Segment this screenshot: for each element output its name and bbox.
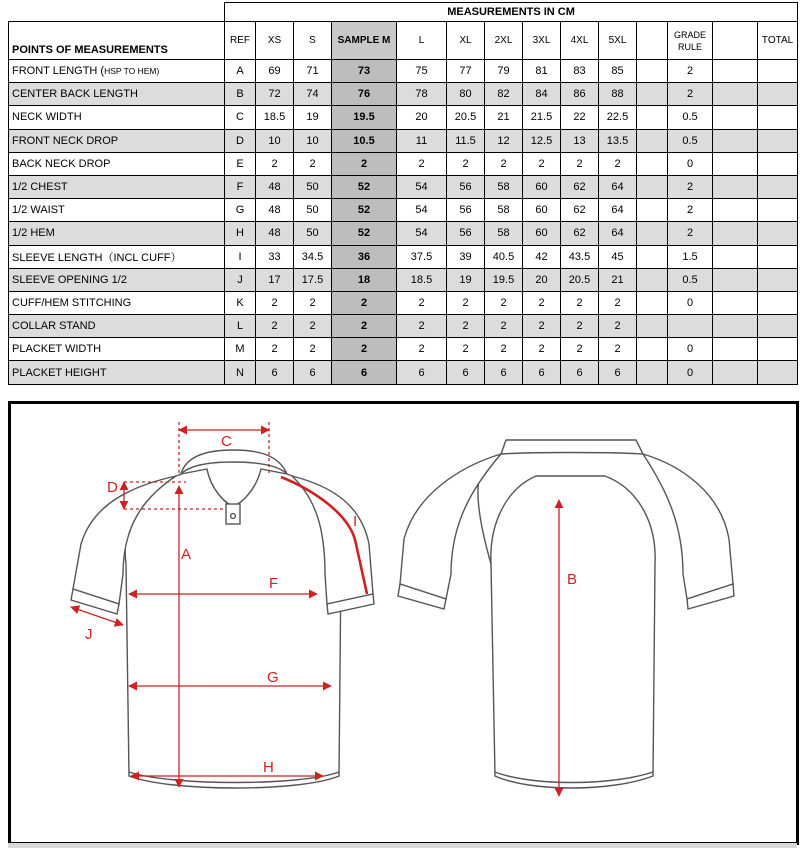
measurement-cell: 2 (447, 315, 485, 338)
measurement-cell: 2 (397, 291, 447, 314)
measurement-cell: 82 (485, 83, 523, 106)
measurement-cell: 22.5 (599, 106, 637, 129)
measurement-cell: 33 (256, 245, 294, 268)
points-title: POINTS OF MEASUREMENTS (9, 22, 225, 60)
grade-cell: 2 (668, 199, 713, 222)
measurement-cell: 54 (397, 222, 447, 245)
size-header: XL (447, 22, 485, 60)
measurement-cell: 62 (561, 199, 599, 222)
measurement-cell: 21 (485, 106, 523, 129)
measurement-cell: 21 (599, 268, 637, 291)
table-row (9, 106, 798, 129)
total-cell (758, 152, 798, 175)
table-row (9, 315, 798, 338)
ref-cell: K (225, 291, 256, 314)
table-row (9, 245, 798, 268)
ref-cell: J (225, 268, 256, 291)
ref-cell: N (225, 361, 256, 384)
measurement-cell: 12 (485, 129, 523, 152)
measurement-cell: 58 (485, 199, 523, 222)
ref-header: REF (225, 22, 256, 60)
measurement-cell: 18.5 (256, 106, 294, 129)
measurement-cell: 2 (447, 291, 485, 314)
measurement-cell: 56 (447, 222, 485, 245)
total-cell (758, 291, 798, 314)
measurement-cell: 6 (332, 361, 397, 384)
measurement-cell: 84 (523, 83, 561, 106)
ref-cell: B (225, 83, 256, 106)
table-row (9, 291, 798, 314)
pom-label: CUFF/HEM STITCHING (9, 291, 225, 314)
measurement-cell: 2 (332, 152, 397, 175)
label-b: B (567, 571, 578, 588)
grade-cell: 0 (668, 338, 713, 361)
measurement-cell: 2 (294, 315, 332, 338)
measurement-cell: 76 (332, 83, 397, 106)
measurement-cell: 2 (485, 152, 523, 175)
ref-cell: C (225, 106, 256, 129)
measurement-cell: 6 (561, 361, 599, 384)
measurement-cell: 2 (256, 291, 294, 314)
measurement-cell: 20 (523, 268, 561, 291)
measurement-cell: 2 (294, 338, 332, 361)
label-g: G (267, 669, 279, 686)
measurement-cell: 2 (447, 152, 485, 175)
table-row (9, 338, 798, 361)
measurement-cell: 50 (294, 175, 332, 198)
measurement-table (8, 2, 798, 385)
measurement-cell: 83 (561, 60, 599, 83)
measurement-cell: 71 (294, 60, 332, 83)
total-cell (758, 129, 798, 152)
pom-label: PLACKET WIDTH (9, 338, 225, 361)
grade-cell: 2 (668, 60, 713, 83)
measurement-cell: 18 (332, 268, 397, 291)
grade-cell: 0.5 (668, 268, 713, 291)
measurement-cell: 40.5 (485, 245, 523, 268)
measurement-cell: 20.5 (561, 268, 599, 291)
pom-label: FRONT LENGTH (HSP TO HEM) (9, 60, 225, 83)
table-row (9, 268, 798, 291)
measurement-cell: 81 (523, 60, 561, 83)
measurement-cell: 2 (599, 338, 637, 361)
measurement-cell: 62 (561, 222, 599, 245)
total-cell (758, 175, 798, 198)
ref-cell: F (225, 175, 256, 198)
measurement-cell: 2 (256, 338, 294, 361)
label-h: H (263, 759, 274, 776)
measurement-cell: 2 (485, 315, 523, 338)
measurement-cell: 18.5 (397, 268, 447, 291)
measurement-cell: 43.5 (561, 245, 599, 268)
grade-cell: 2 (668, 222, 713, 245)
measurement-cell: 2 (332, 315, 397, 338)
measurement-cell: 79 (485, 60, 523, 83)
total-cell (758, 106, 798, 129)
pom-label: COLLAR STAND (9, 315, 225, 338)
measurement-cell: 2 (332, 291, 397, 314)
grade-rule-header: GRADE RULE (668, 22, 713, 60)
pom-label: PLACKET HEIGHT (9, 361, 225, 384)
measurement-cell: 36 (332, 245, 397, 268)
measurement-cell: 52 (332, 222, 397, 245)
ref-cell: D (225, 129, 256, 152)
measurement-cell: 62 (561, 175, 599, 198)
measurement-cell: 13 (561, 129, 599, 152)
measurement-cell: 2 (523, 338, 561, 361)
measurement-cell: 2 (523, 152, 561, 175)
total-cell (758, 222, 798, 245)
measurement-cell: 37.5 (397, 245, 447, 268)
ref-cell: G (225, 199, 256, 222)
measurement-cell: 73 (332, 60, 397, 83)
measurement-cell: 2 (561, 338, 599, 361)
measurement-cell: 6 (599, 361, 637, 384)
measurement-cell: 56 (447, 199, 485, 222)
table-row (9, 175, 798, 198)
pom-label: NECK WIDTH (9, 106, 225, 129)
size-header: 4XL (561, 22, 599, 60)
measurement-cell: 2 (523, 315, 561, 338)
total-cell (758, 315, 798, 338)
total-cell (758, 338, 798, 361)
size-header: 2XL (485, 22, 523, 60)
measurement-cell: 2 (397, 152, 447, 175)
measurement-cell: 19 (294, 106, 332, 129)
measurement-cell: 2 (332, 338, 397, 361)
measurement-cell: 64 (599, 199, 637, 222)
size-header: 3XL (523, 22, 561, 60)
measurement-cell: 11.5 (447, 129, 485, 152)
measurement-cell: 77 (447, 60, 485, 83)
ref-cell: I (225, 245, 256, 268)
measurement-cell: 11 (397, 129, 447, 152)
measurement-cell: 60 (523, 175, 561, 198)
total-header: TOTAL (758, 22, 798, 60)
measurement-cell: 58 (485, 175, 523, 198)
measurement-cell: 2 (599, 315, 637, 338)
grade-cell: 2 (668, 175, 713, 198)
table-row (9, 152, 798, 175)
measurement-cell: 52 (332, 175, 397, 198)
measurement-cell: 54 (397, 199, 447, 222)
measurement-cell: 2 (447, 338, 485, 361)
grade-cell: 0 (668, 152, 713, 175)
measurement-cell: 50 (294, 222, 332, 245)
measurement-cell: 78 (397, 83, 447, 106)
measurement-cell: 56 (447, 175, 485, 198)
spec-sheet (8, 2, 797, 385)
measurement-cell: 2 (599, 152, 637, 175)
measurement-cell: 2 (256, 315, 294, 338)
measurement-cell: 2 (561, 152, 599, 175)
pom-label: 1/2 WAIST (9, 199, 225, 222)
ref-cell: A (225, 60, 256, 83)
grade-cell: 2 (668, 83, 713, 106)
measurement-cell: 60 (523, 199, 561, 222)
measurement-cell: 6 (294, 361, 332, 384)
measurement-cell: 2 (485, 291, 523, 314)
measurement-cell: 10.5 (332, 129, 397, 152)
table-row (9, 222, 798, 245)
garment-diagram (8, 401, 799, 845)
measurement-cell: 48 (256, 222, 294, 245)
measurement-cell: 6 (397, 361, 447, 384)
measurement-cell: 12.5 (523, 129, 561, 152)
pom-label: 1/2 CHEST (9, 175, 225, 198)
measurement-cell: 17 (256, 268, 294, 291)
pom-label: SLEEVE LENGTH（INCL CUFF） (9, 245, 225, 268)
measurement-cell: 6 (256, 361, 294, 384)
measurement-cell: 64 (599, 222, 637, 245)
label-i: I (353, 513, 358, 530)
pom-label: CENTER BACK LENGTH (9, 83, 225, 106)
label-f: F (269, 575, 279, 592)
measurement-cell: 2 (561, 315, 599, 338)
pom-label: FRONT NECK DROP (9, 129, 225, 152)
total-cell (758, 245, 798, 268)
label-c: C (221, 433, 232, 450)
measurement-cell: 2 (599, 291, 637, 314)
table-row (9, 129, 798, 152)
bottom-rule (8, 843, 797, 848)
measurement-cell: 2 (294, 291, 332, 314)
back-view (398, 440, 734, 788)
label-d: D (107, 479, 118, 496)
measurement-cell: 20.5 (447, 106, 485, 129)
label-j: J (85, 626, 93, 643)
total-cell (758, 60, 798, 83)
measurement-cell: 86 (561, 83, 599, 106)
measurement-cell: 2 (256, 152, 294, 175)
pom-label: 1/2 HEM (9, 222, 225, 245)
measurement-cell: 22 (561, 106, 599, 129)
total-cell (758, 199, 798, 222)
ref-cell: M (225, 338, 256, 361)
front-view (71, 450, 374, 788)
ref-cell: H (225, 222, 256, 245)
size-header: L (397, 22, 447, 60)
measurement-cell: 2 (561, 291, 599, 314)
measurement-cell: 52 (332, 199, 397, 222)
measurement-cell: 6 (447, 361, 485, 384)
measurement-cell: 54 (397, 175, 447, 198)
measurement-cell: 10 (256, 129, 294, 152)
measurement-cell: 2 (523, 291, 561, 314)
measurement-cell: 48 (256, 199, 294, 222)
measurement-cell: 19.5 (485, 268, 523, 291)
grade-cell: 1.5 (668, 245, 713, 268)
measurement-cell: 17.5 (294, 268, 332, 291)
table-row (9, 361, 798, 384)
grade-cell: 0.5 (668, 106, 713, 129)
measurement-cell: 80 (447, 83, 485, 106)
polo-technical-sketch (11, 404, 796, 842)
measurement-cell: 48 (256, 175, 294, 198)
grade-cell: 0 (668, 361, 713, 384)
pom-label: BACK NECK DROP (9, 152, 225, 175)
measurement-cell: 6 (485, 361, 523, 384)
measurement-cell: 60 (523, 222, 561, 245)
table-row (9, 83, 798, 106)
pom-label: SLEEVE OPENING 1/2 (9, 268, 225, 291)
measurement-cell: 2 (397, 315, 447, 338)
label-a: A (181, 546, 192, 563)
measurement-cell: 74 (294, 83, 332, 106)
total-cell (758, 361, 798, 384)
measurements-title: MEASUREMENTS IN CM (225, 3, 798, 22)
size-header: XS (256, 22, 294, 60)
table-row (9, 60, 798, 83)
size-header: S (294, 22, 332, 60)
measurement-cell: 45 (599, 245, 637, 268)
measurement-cell: 88 (599, 83, 637, 106)
grade-cell: 0 (668, 291, 713, 314)
measurement-cell: 85 (599, 60, 637, 83)
measurement-cell: 50 (294, 199, 332, 222)
ref-cell: L (225, 315, 256, 338)
measurement-cell: 75 (397, 60, 447, 83)
size-header: SAMPLE M (332, 22, 397, 60)
measurement-cell: 6 (523, 361, 561, 384)
measurement-cell: 39 (447, 245, 485, 268)
measurement-cell: 10 (294, 129, 332, 152)
measurement-cell: 2 (485, 338, 523, 361)
measurement-cell: 19.5 (332, 106, 397, 129)
measurement-cell: 20 (397, 106, 447, 129)
measurement-cell: 2 (397, 338, 447, 361)
size-header: 5XL (599, 22, 637, 60)
measurement-cell: 69 (256, 60, 294, 83)
measurement-cell: 72 (256, 83, 294, 106)
measurement-cell: 42 (523, 245, 561, 268)
total-cell (758, 83, 798, 106)
grade-cell (668, 315, 713, 338)
measurement-cell: 34.5 (294, 245, 332, 268)
measurement-cell: 58 (485, 222, 523, 245)
total-cell (758, 268, 798, 291)
measurement-cell: 64 (599, 175, 637, 198)
table-row (9, 199, 798, 222)
measurement-cell: 2 (294, 152, 332, 175)
measurement-cell: 19 (447, 268, 485, 291)
ref-cell: E (225, 152, 256, 175)
measurement-cell: 13.5 (599, 129, 637, 152)
grade-cell: 0.5 (668, 129, 713, 152)
measurement-cell: 21.5 (523, 106, 561, 129)
